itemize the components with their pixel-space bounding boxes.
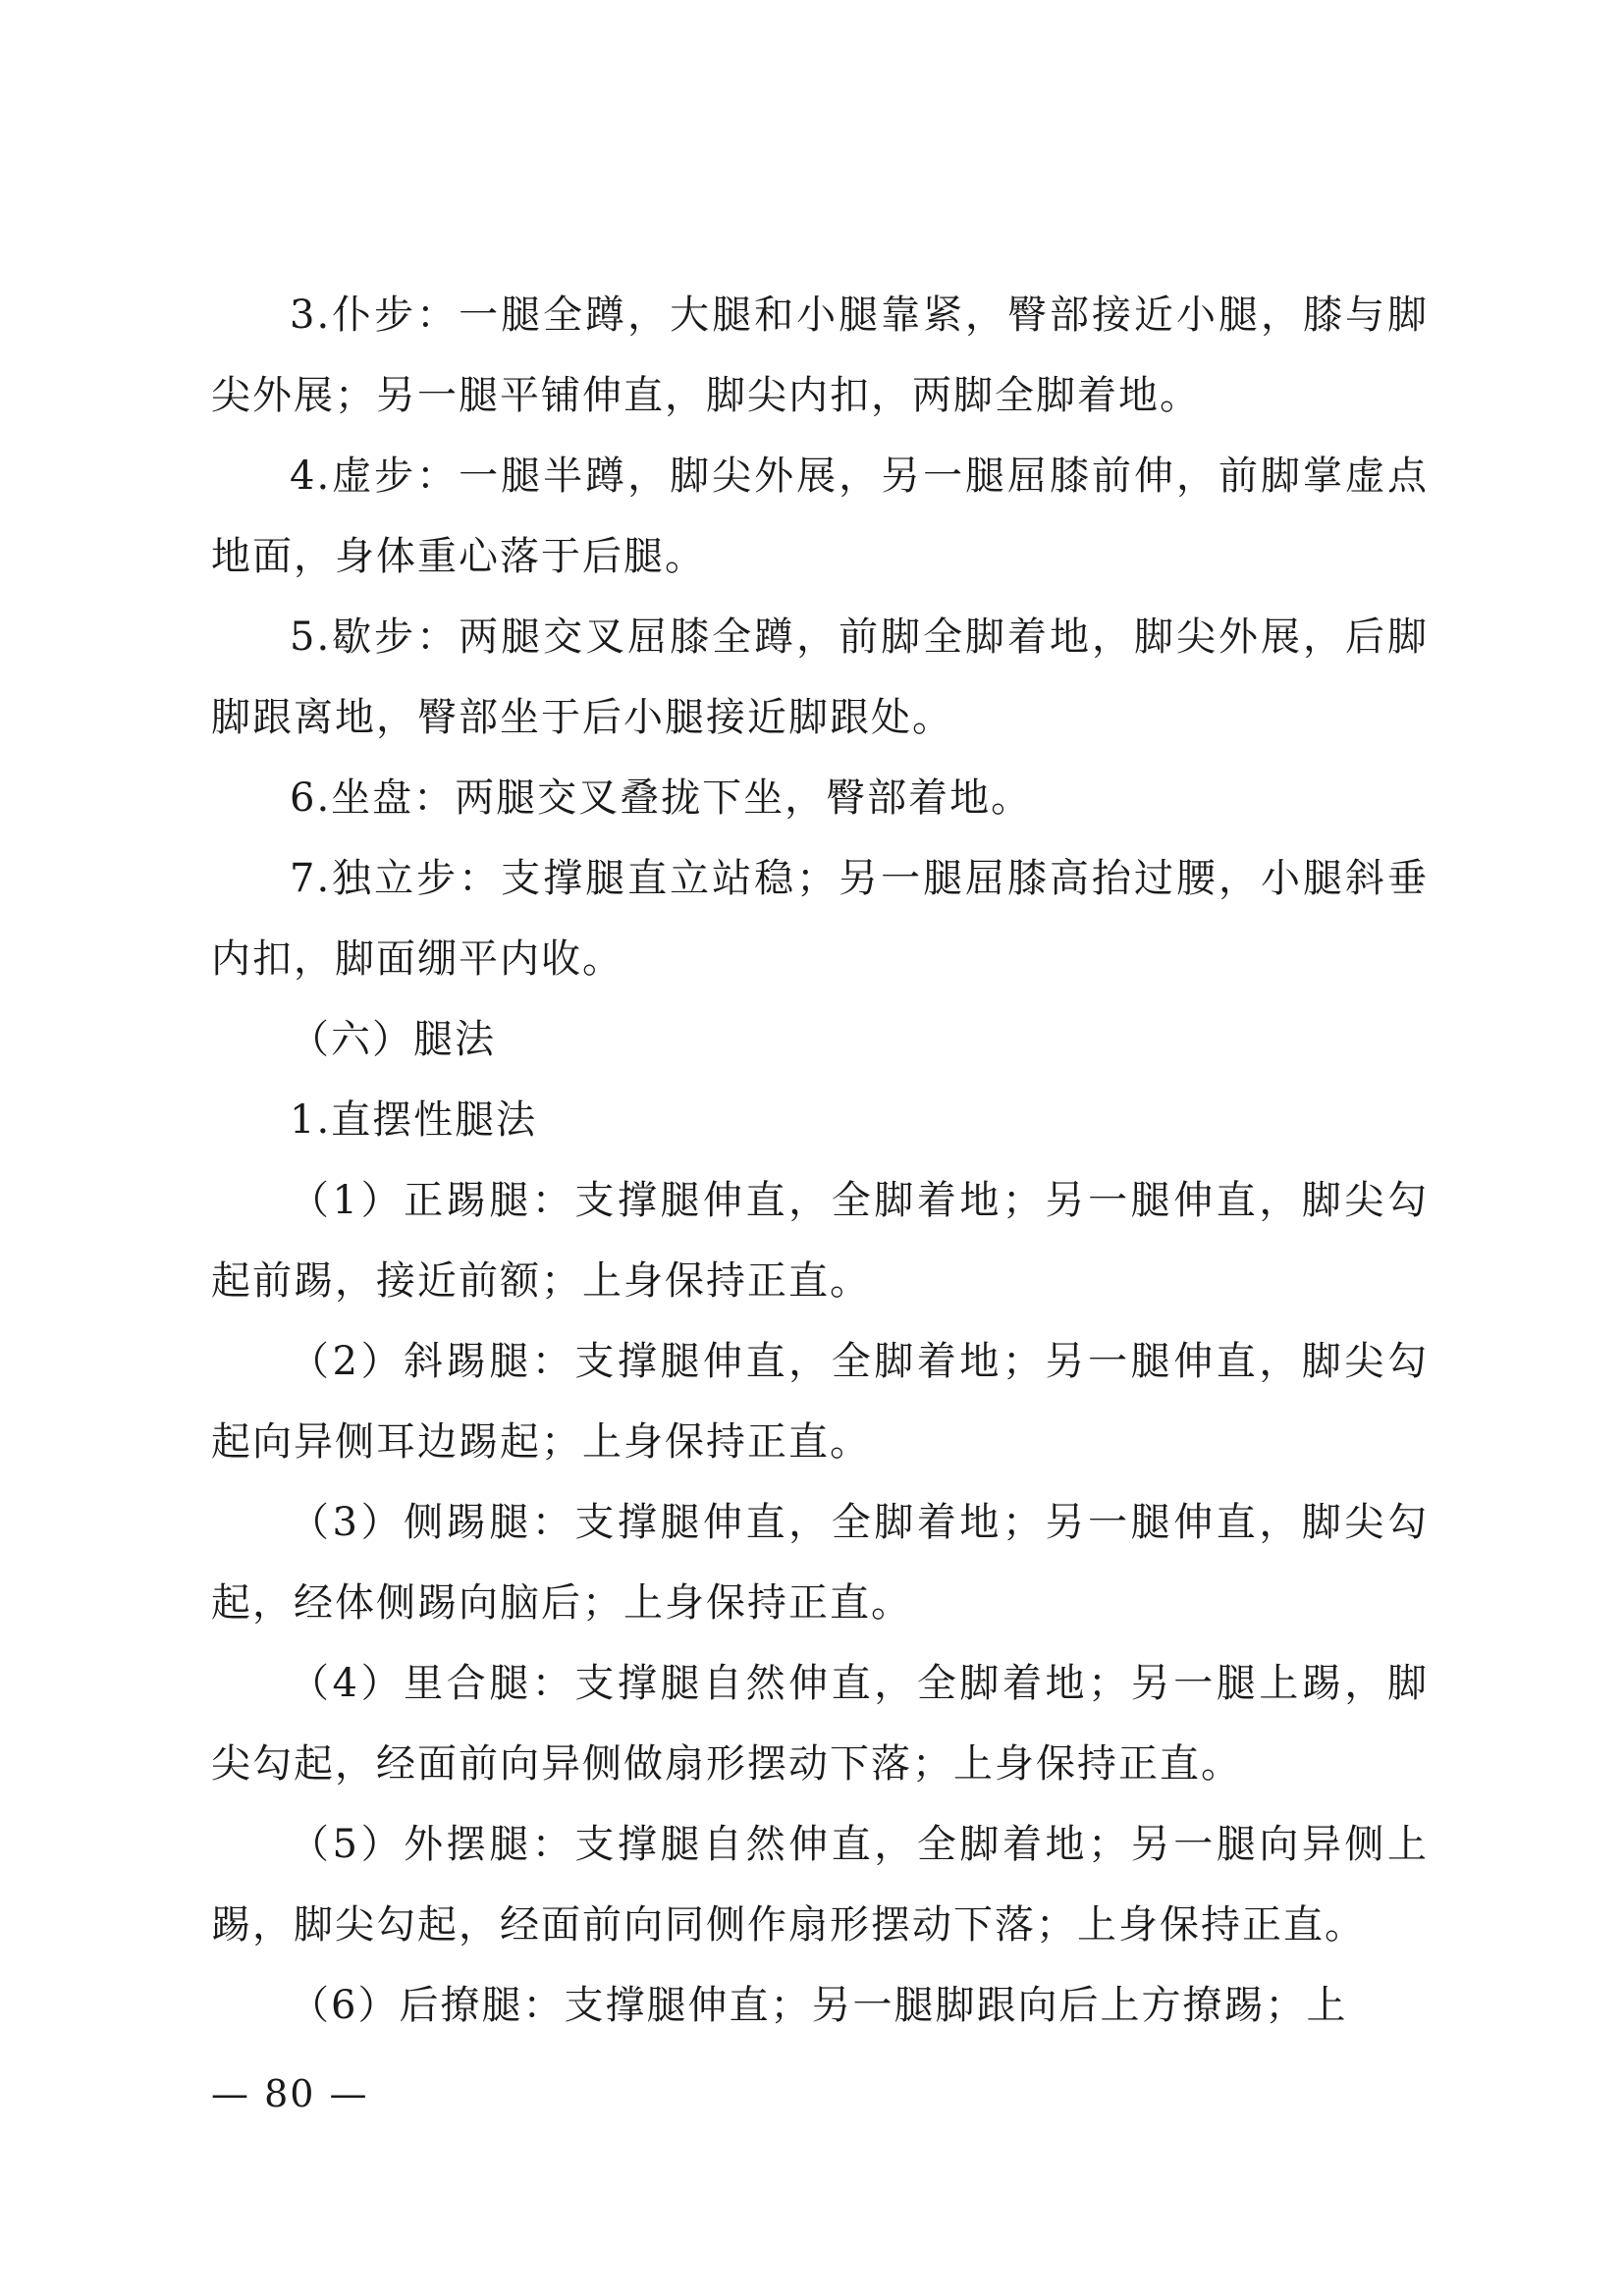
page-body <box>211 275 1429 2046</box>
section-heading-tuifa: （六）腿法 <box>290 1017 496 1062</box>
page-number: — 80 — <box>211 2072 369 2115</box>
paragraph-xubu: 4.虚步：一腿半蹲，脚尖外展，另一腿屈膝前伸，前脚掌虚点地面，身体重心落于后腿。 <box>211 454 1429 579</box>
paragraph-xietitui: （2）斜踢腿：支撑腿伸直，全脚着地；另一腿伸直，脚尖勾起向异侧耳边踢起；上身保持正直。 <box>211 1339 1429 1465</box>
paragraph-zuopan: 6.坐盘：两腿交叉叠拢下坐，臀部着地。 <box>290 775 1033 821</box>
paragraph-xiebu: 5.歇步：两腿交叉屈膝全蹲，前脚全脚着地，脚尖外展，后脚脚跟离地，臀部坐于后小腿接近脚跟处。 <box>211 614 1429 740</box>
paragraph-houliaotui: （6）后撩腿：支撑腿伸直；另一腿脚跟向后上方撩踢；上 <box>290 1983 1348 2028</box>
paragraph-waibaitui: （5）外摆腿：支撑腿自然伸直，全脚着地；另一腿向异侧上踢，脚尖勾起，经面前向同侧作扇形摆动下落；上身保持正直。 <box>211 1822 1429 1948</box>
paragraph-dulibu: 7.独立步：支撑腿直立站稳；另一腿屈膝高抬过腰，小腿斜垂内扣，脚面绷平内收。 <box>211 856 1429 982</box>
paragraph-zhengtitui: （1）正踢腿：支撑腿伸直，全脚着地；另一腿伸直，脚尖勾起前踢，接近前额；上身保持正直。 <box>211 1178 1429 1304</box>
paragraph-cetitui: （3）侧踢腿：支撑腿伸直，全脚着地；另一腿伸直，脚尖勾起，经体侧踢向脑后；上身保持正直。 <box>211 1500 1429 1626</box>
paragraph-pubu: 3.仆步：一腿全蹲，大腿和小腿靠紧，臀部接近小腿，膝与脚尖外展；另一腿平铺伸直，脚尖内扣，两脚全脚着地。 <box>211 293 1429 418</box>
subsection-heading-zhibai: 1.直摆性腿法 <box>290 1097 538 1143</box>
paragraph-lihetui: （4）里合腿：支撑腿自然伸直，全脚着地；另一腿上踢，脚尖勾起，经面前向异侧做扇形摆动下落；上身保持正直。 <box>211 1661 1429 1787</box>
